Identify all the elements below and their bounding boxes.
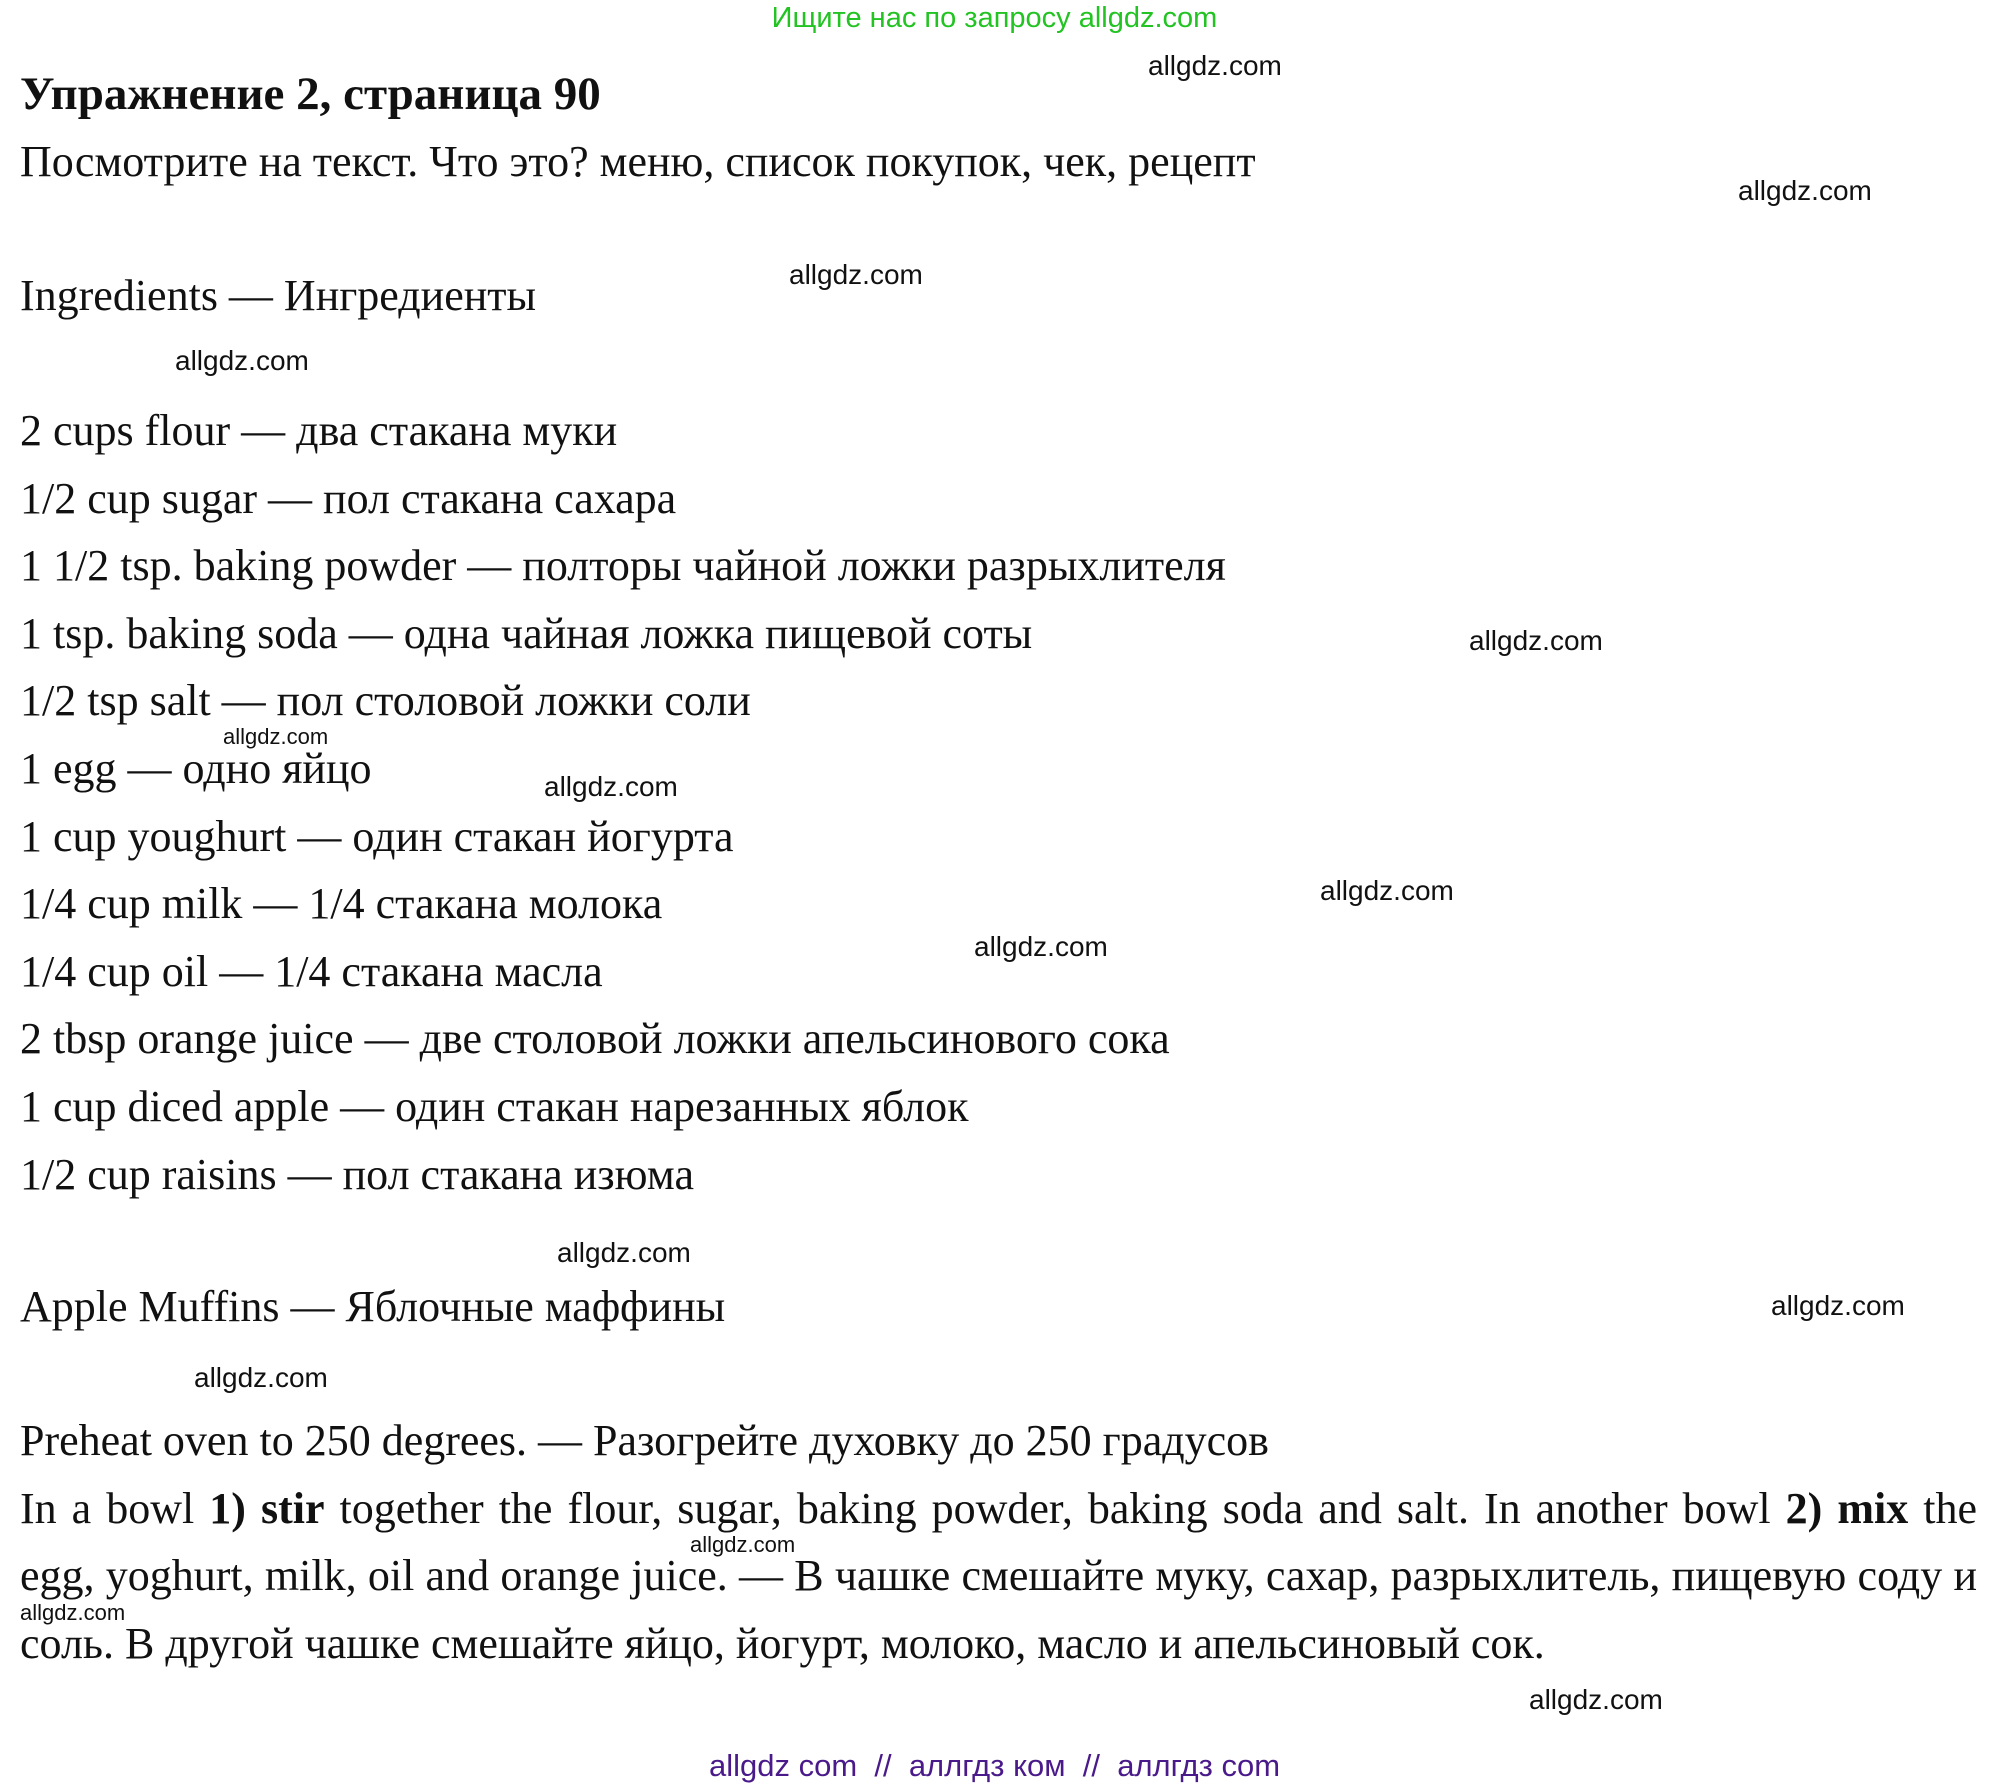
list-item: 1 egg — одно яйцо	[20, 743, 372, 793]
watermark: allgdz.com	[1738, 175, 1872, 206]
step-2: 2) mix	[1785, 1483, 1909, 1533]
watermark: allgdz.com	[544, 771, 678, 802]
recipe-heading: Apple Muffins — Яблочные маффины	[20, 1282, 726, 1331]
watermark: allgdz.com	[557, 1237, 691, 1268]
list-item: 1 1/2 tsp. baking powder — полторы чайной ложки разрыхлителя	[20, 541, 1226, 591]
list-item: 1/2 cup sugar — пол стакана сахара	[20, 473, 677, 523]
preheat-line: Preheat oven to 250 degrees. — Разогрейте духовку до 250 градусов	[20, 1416, 1269, 1465]
watermark: allgdz.com	[20, 1600, 126, 1625]
list-item: 1/4 cup oil — 1/4 стакана масла	[20, 946, 603, 996]
footer-links: allgdz com // аллгдз ком // аллгдз com	[708, 1748, 1281, 1783]
watermark: allgdz.com	[1320, 875, 1454, 906]
list-item: 2 cups flour — два стакана муки	[20, 406, 618, 455]
text: together the flour, sugar, baking powder, baking soda and salt. In another bowl	[324, 1483, 1786, 1533]
step-1: 1) stir	[209, 1483, 325, 1533]
list-item: 1 tsp. baking soda — одна чайная ложка пищевой соты	[20, 608, 1033, 658]
watermark: allgdz.com	[974, 931, 1108, 962]
recipe-instructions	[20, 1407, 1977, 1677]
list-item: 1/2 tsp salt — пол столовой ложки соли	[20, 676, 751, 726]
watermark: allgdz.com	[1148, 50, 1282, 81]
watermark: allgdz.com	[1469, 625, 1603, 656]
watermark: allgdz.com	[194, 1362, 328, 1393]
list-item: 1/4 cup milk — 1/4 стакана молока	[20, 879, 663, 929]
list-item: 1 cup youghurt — один стакан йогурта	[20, 811, 734, 861]
list-item: 2 tbsp orange juice — две столовой ложки апельсинового сока	[20, 1014, 1170, 1064]
watermark: allgdz.com	[1771, 1290, 1905, 1321]
watermark: allgdz.com	[175, 345, 309, 376]
watermark: allgdz.com	[690, 1532, 796, 1557]
list-item: 1/2 cup raisins — пол стакана изюма	[20, 1149, 694, 1199]
watermark: allgdz.com	[223, 724, 329, 749]
watermark: allgdz.com	[789, 259, 923, 290]
list-item: 1 cup diced apple — один стакан нарезанных яблок	[20, 1081, 969, 1131]
text: In a bowl	[20, 1483, 210, 1533]
text: the egg, yoghurt, milk, oil and orange juice. — В чашке смешайте муку, сахар, разрыхлитель, пищевую соду и соль. В другой чашке смешайте яйцо, йогурт, молоко, масло и апельсиновый сок.	[20, 1483, 1977, 1668]
ingredients-heading: Ingredients — Ингредиенты	[20, 271, 537, 320]
mixing-paragraph	[20, 1475, 1977, 1678]
instruction: Посмотрите на текст. Что это? меню, список покупок, чек, рецепт	[20, 137, 1256, 186]
search-banner: Ищите нас по запросу allgdz.com	[771, 2, 1218, 34]
page-title: Упражнение 2, страница 90	[20, 68, 601, 120]
watermark: allgdz.com	[1529, 1684, 1663, 1715]
